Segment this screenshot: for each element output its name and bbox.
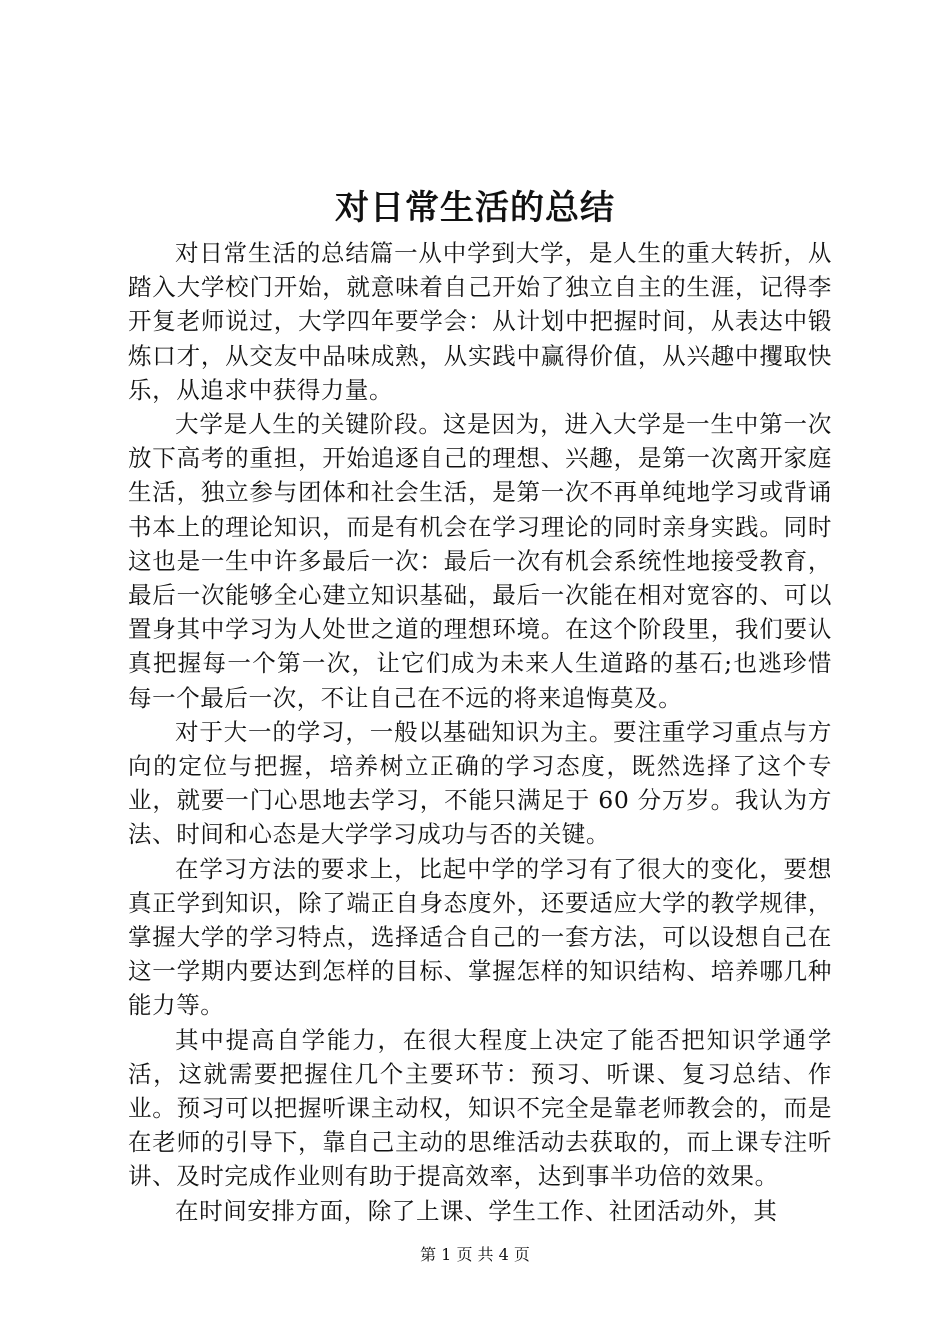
paragraph-6: 在时间安排方面，除了上课、学生工作、社团活动外，其 xyxy=(175,1196,778,1225)
document-title: 对日常生活的总结 xyxy=(335,188,615,228)
paragraph-4: 在学习方法的要求上，比起中学的学习有了很大的变化，要想真正学到知识，除了端正自身态度外，还要适应大学的教学规律，掌握大学的学习特点，选择适合自己的一套方法，可以设想自己在这一学期内要达到怎样的目标、掌握怎样的知识结构、培养哪几种能力等。 xyxy=(128,854,832,1020)
paragraph-2: 大学是人生的关键阶段。这是因为，进入大学是一生中第一次放下高考的重担，开始追逐自己的理想、兴趣，是第一次离开家庭生活，独立参与团体和社会生活，是第一次不再单纯地学习或背诵书本上的理论知识，而是有机会在学习理论的同时亲身实践。同时这也是一生中许多最后一次：最后一次有机会系统性地接受教育，最后一次能够全心建立知识基础，最后一次能在相对宽容的、可以置身其中学习为人处世之道的理想环境。在这个阶段里，我们要认真把握每一个第一次，让它们成为未来人生道路的基石;也逃珍惜每一个最后一次，不让自己在不远的将来追悔莫及。 xyxy=(128,410,832,712)
paragraph-1: 对日常生活的总结篇一从中学到大学，是人生的重大转折，从踏入大学校门开始，就意味着自己开始了独立自主的生涯，记得李开复老师说过，大学四年要学会：从计划中把握时间，从表达中锻炼口才，从交友中品味成熟，从实践中赢得价值，从兴趣中攫取快乐，从追求中获得力量。 xyxy=(128,239,832,404)
paragraph-5: 其中提高自学能力，在很大程度上决定了能否把知识学通学活，这就需要把握住几个主要环节：预习、听课、复习总结、作业。预习可以把握听课主动权，知识不完全是靠老师教会的，而是在老师的引导下，靠自己主动的思维活动去获取的，而上课专注听讲、及时完成作业则有助于提高效率，达到事半功倍的效果。 xyxy=(128,1025,832,1191)
page-footer: 第 1 页 共 4 页 xyxy=(420,1245,530,1264)
document-body xyxy=(128,236,832,1228)
paragraph-3: 对于大一的学习，一般以基础知识为主。要注重学习重点与方向的定位与把握，培养树立正确的学习态度，既然选择了这个专业，就要一门心思地去学习，不能只满足于 60 分万岁。我认为方法、时间和心态是大学学习成功与否的关键。 xyxy=(128,717,832,849)
